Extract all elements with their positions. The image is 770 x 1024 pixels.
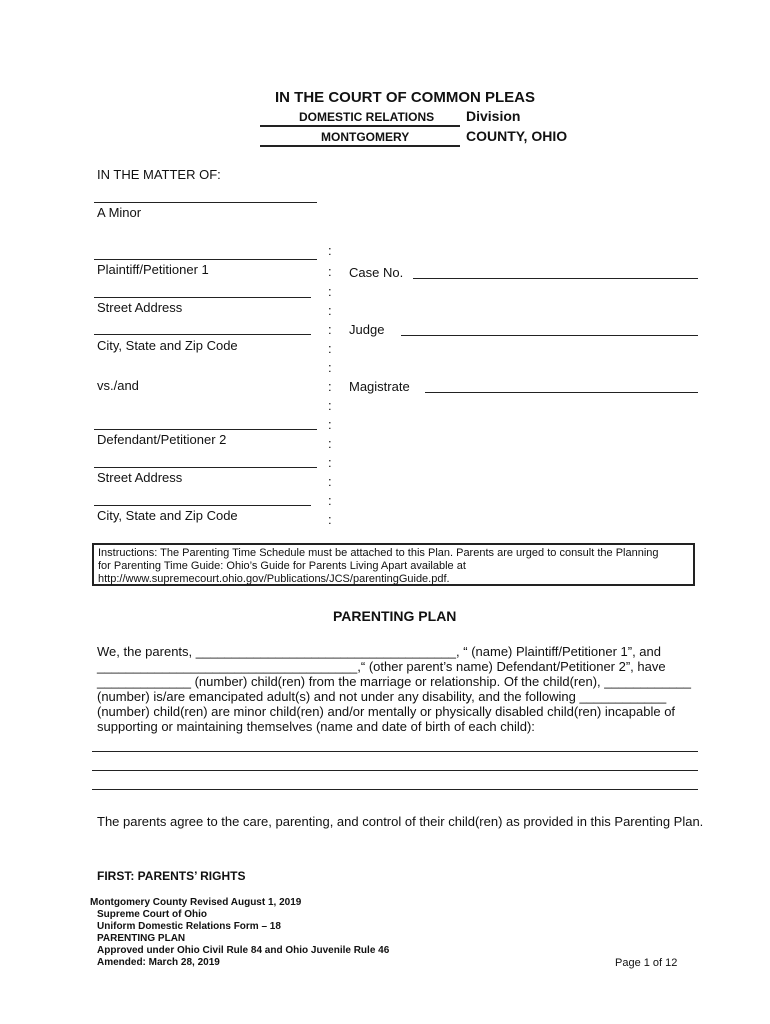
footer-court: Supreme Court of Ohio bbox=[97, 909, 207, 920]
judge-field[interactable] bbox=[401, 335, 698, 336]
city1-label: City, State and Zip Code bbox=[97, 338, 238, 353]
colon-2: : bbox=[328, 264, 332, 279]
colon-5: : bbox=[328, 322, 332, 337]
division-underline bbox=[260, 125, 460, 127]
children-line-3[interactable] bbox=[92, 789, 698, 790]
footer-amended: Amended: March 28, 2019 bbox=[97, 957, 220, 968]
colon-11: : bbox=[328, 436, 332, 451]
plan-paragraph-line-3: _____________ (number) child(ren) from the marriage or relationship. Of the child(ren), ____________ bbox=[97, 674, 692, 689]
minor-line bbox=[94, 202, 317, 203]
children-line-1[interactable] bbox=[92, 751, 698, 752]
magistrate-field[interactable] bbox=[425, 392, 698, 393]
defendant-line bbox=[94, 429, 317, 430]
instructions-line-2: for Parenting Time Guide: Ohio’s Guide for Parents Living Apart available at bbox=[98, 560, 466, 572]
footer-plan: PARENTING PLAN bbox=[97, 933, 186, 944]
instructions-box bbox=[92, 543, 695, 586]
colon-13: : bbox=[328, 474, 332, 489]
plaintiff-line bbox=[94, 259, 317, 260]
county-value: MONTGOMERY bbox=[321, 130, 410, 144]
colon-3: : bbox=[328, 284, 332, 299]
agreement-text: The parents agree to the care, parenting, and control of their child(ren) as provided in this Parenting Plan. bbox=[97, 814, 704, 829]
minor-label: A Minor bbox=[97, 205, 142, 220]
city2-label: City, State and Zip Code bbox=[97, 508, 238, 523]
plan-paragraph-line-6: supporting or maintaining themselves (name and date of birth of each child): bbox=[97, 719, 535, 734]
plaintiff-label: Plaintiff/Petitioner 1 bbox=[97, 262, 209, 277]
colon-10: : bbox=[328, 417, 332, 432]
city1-line bbox=[94, 334, 311, 335]
colon-14: : bbox=[328, 493, 332, 508]
first-heading: FIRST: PARENTS’ RIGHTS bbox=[97, 869, 246, 883]
plan-paragraph-line-5: (number) child(ren) are minor child(ren) and/or mentally or physically disabled child(ren) incapable of bbox=[97, 704, 676, 719]
plan-paragraph-line-1: We, the parents, ____________________________________, “ (name) Plaintiff/Petitioner 1”, and bbox=[97, 644, 662, 659]
children-line-2[interactable] bbox=[92, 770, 698, 771]
plan-title: PARENTING PLAN bbox=[333, 608, 457, 624]
defendant-label: Defendant/Petitioner 2 bbox=[97, 432, 227, 447]
page-number: Page 1 of 12 bbox=[615, 957, 678, 969]
instructions-line-1: Instructions: The Parenting Time Schedule must be attached to this Plan. Parents are urged to consult the Planning bbox=[98, 547, 659, 559]
matter-label: IN THE MATTER OF: bbox=[97, 167, 221, 182]
colon-15: : bbox=[328, 512, 332, 527]
street1-label: Street Address bbox=[97, 300, 183, 315]
court-title: IN THE COURT OF COMMON PLEAS bbox=[275, 89, 535, 106]
street2-line bbox=[94, 467, 317, 468]
case-no-field[interactable] bbox=[413, 278, 698, 279]
judge-label: Judge bbox=[349, 322, 385, 337]
plan-paragraph-line-2: ____________________________________,“ (other parent’s name) Defendant/Petitioner 2”, have bbox=[97, 659, 666, 674]
case-no-label: Case No. bbox=[349, 265, 404, 280]
colon-8: : bbox=[328, 379, 332, 394]
county-label: COUNTY, OHIO bbox=[466, 128, 568, 144]
vs-label: vs./and bbox=[97, 378, 139, 393]
footer-revised: Montgomery County Revised August 1, 2019 bbox=[90, 897, 302, 908]
footer-form: Uniform Domestic Relations Form – 18 bbox=[97, 921, 281, 932]
street1-line bbox=[94, 297, 311, 298]
division-label: Division bbox=[466, 108, 521, 124]
magistrate-label: Magistrate bbox=[349, 379, 410, 394]
division-value: DOMESTIC RELATIONS bbox=[299, 110, 435, 124]
city2-line bbox=[94, 505, 311, 506]
colon-6: : bbox=[328, 341, 332, 356]
street2-label: Street Address bbox=[97, 470, 183, 485]
instructions-line-3: http://www.supremecourt.ohio.gov/Publications/JCS/parentingGuide.pdf. bbox=[98, 573, 450, 585]
colon-9: : bbox=[328, 398, 332, 413]
colon-1: : bbox=[328, 243, 332, 258]
colon-12: : bbox=[328, 455, 332, 470]
colon-4: : bbox=[328, 303, 332, 318]
county-underline bbox=[260, 145, 460, 147]
colon-7: : bbox=[328, 360, 332, 375]
footer-approved: Approved under Ohio Civil Rule 84 and Ohio Juvenile Rule 46 bbox=[97, 945, 390, 956]
plan-paragraph-line-4: (number) is/are emancipated adult(s) and not under any disability, and the following ____________ bbox=[97, 689, 667, 704]
